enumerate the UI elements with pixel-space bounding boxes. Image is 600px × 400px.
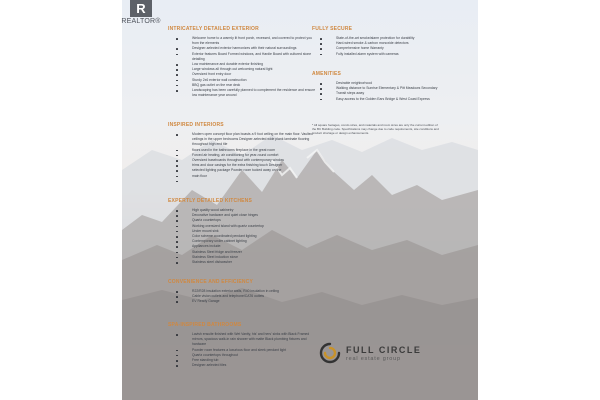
feature-list	[168, 332, 318, 368]
feature-list-item: Exterior features Board Formed windows, and Hardie Board with cultured stone detailing	[168, 52, 318, 62]
brand-subtitle: real estate group	[346, 355, 401, 362]
feature-list-item: Sturdy 2x6 exterior wall construction	[168, 78, 318, 83]
feature-list-item: Large windows all through out welcoming natural light	[168, 67, 318, 72]
feature-list	[312, 36, 462, 57]
feature-list-item: Welcome home to a warmly lit front porch, recessed, and covered to protect you from the elements	[168, 36, 318, 46]
feature-list	[312, 81, 462, 102]
feature-list-item: Landscaping has been carefully planned to complement the residence and ensure low maintenance year around	[168, 88, 318, 98]
feature-list-item: Low maintenance and durable exterior finishing	[168, 62, 318, 67]
feature-list-item: Quartz countertops	[168, 218, 318, 223]
realtor-wordmark: REALTOR®	[121, 18, 161, 25]
feature-list-item: Working oversized island with quartz countertop	[168, 224, 318, 229]
feature-section	[168, 322, 318, 368]
feature-list-item: Stainless steel dishwasher	[168, 260, 318, 265]
feature-list-item: Designer-selected tiles	[168, 363, 318, 368]
feature-list-item: selected lighting package Powder room tucked away on the	[168, 168, 318, 173]
feature-section	[312, 26, 462, 57]
section-title: INSPIRED INTERIORS	[168, 122, 224, 128]
feature-list-item: Fully installed alarm system with cameras	[312, 52, 462, 57]
full-circle-logo	[318, 341, 421, 365]
feature-list	[168, 132, 318, 179]
feature-section	[168, 198, 318, 265]
feature-list-item: Quartz countertops throughout	[168, 353, 318, 358]
feature-list	[168, 208, 318, 265]
realtor-logo	[121, 0, 161, 26]
feature-list-item: Lavish ensuite finished with Wet Vanity, his' and hers' sinks with Black Framed mirrors, spacious walk-in rain shower with matte Black plumbing fixtures and hardware	[168, 332, 318, 348]
realtor-mark-icon: R	[130, 0, 152, 17]
feature-list-item: Hard-wired smoke & carbon monoxide detectors	[312, 41, 462, 46]
section-title: FULLY SECURE	[312, 26, 353, 32]
feature-list-item: Stainless Steel induction stove	[168, 255, 318, 260]
feature-list-item: Free standing tub	[168, 358, 318, 363]
full-circle-swirl-icon	[318, 341, 342, 365]
feature-list	[168, 289, 318, 305]
feature-list-item: Powder room features a luxurious floor and sleek pendant light	[168, 348, 318, 353]
feature-list-item: Modern open concept floor plan boasts a 9 foot ceiling on the main floor. Vaulted ceilings in the upper bedrooms Designer-selected wide plank laminate flooring throughout high end tile	[168, 132, 318, 148]
feature-list-item: Easy access to the Golden Ears Bridge & West Coast Express	[312, 97, 462, 102]
feature-list-item: Cable vision outlets and telephone/CAT6 outlets	[168, 294, 318, 299]
feature-list-item: Walking distance to Sunrise Elementary & Pitt Meadows Secondary	[312, 86, 462, 91]
feature-list-item: main floor	[168, 174, 318, 179]
feature-list-item: floors used in the bathrooms fireplace in the great room	[168, 148, 318, 153]
section-title: EXPERTLY DETAILED KITCHENS	[168, 198, 253, 204]
feature-list-item: Oversized front entry door	[168, 72, 318, 77]
section-title: CONVENIENCE AND EFFICIENCY	[168, 279, 254, 285]
feature-section	[312, 71, 462, 102]
section-title: AMENITIES	[312, 71, 342, 77]
feature-list-item: R22/R28 insulation exterior walls, R40 insulation in ceiling	[168, 289, 318, 294]
feature-list-item: EV Ready Garage	[168, 299, 318, 304]
feature-list-item: Oversized baseboards throughout with contemporary window	[168, 158, 318, 163]
feature-list-item: Transit steps away	[312, 91, 462, 96]
feature-list-item: Contemporary under cabinet lighting	[168, 239, 318, 244]
feature-list-item: Color scheme coordinated pendant lighting	[168, 234, 318, 239]
feature-list-item: Appliances include:	[168, 244, 318, 249]
feature-list-item: Designer-selected exterior harmonizes with their natural surroundings	[168, 46, 318, 51]
feature-list-item: Under mount sink	[168, 229, 318, 234]
feature-list-item: Forced air heating, air conditioning for year-round comfort	[168, 153, 318, 158]
feature-list-item: High quality wood cabinetry	[168, 208, 318, 213]
disclaimer-text: * All square footages, condo sizes, and materials and room sizes are only the current edition of the BC Building code. Specifications may change due to code requirements, site conditions and product shortage or design enhancements.	[312, 123, 439, 135]
feature-list-item: Desirable neighborhood	[312, 81, 462, 86]
section-title: INTRICATELY DETAILED EXTERIOR	[168, 26, 259, 32]
brand-name: FULL CIRCLE	[346, 344, 422, 355]
feature-list-item: trims and door casings for the extra finishing touch Designer	[168, 163, 318, 168]
section-title: SPA-INSPIRED BATHROOMS	[168, 322, 242, 328]
feature-list-item: BBQ gas outlet on the rear deck	[168, 83, 318, 88]
feature-list	[168, 36, 318, 98]
feature-section	[168, 279, 318, 305]
feature-list-item: State-of-the-art smoke/alarm protection for durability	[312, 36, 462, 41]
feature-section	[168, 122, 318, 179]
feature-list-item: Decorative hardware and quiet close hinges	[168, 213, 318, 218]
feature-section	[168, 26, 318, 98]
feature-list-item: Stainless Steel fridge and freezer	[168, 250, 318, 255]
feature-list-item: Comprehensive home Warranty	[312, 46, 462, 51]
